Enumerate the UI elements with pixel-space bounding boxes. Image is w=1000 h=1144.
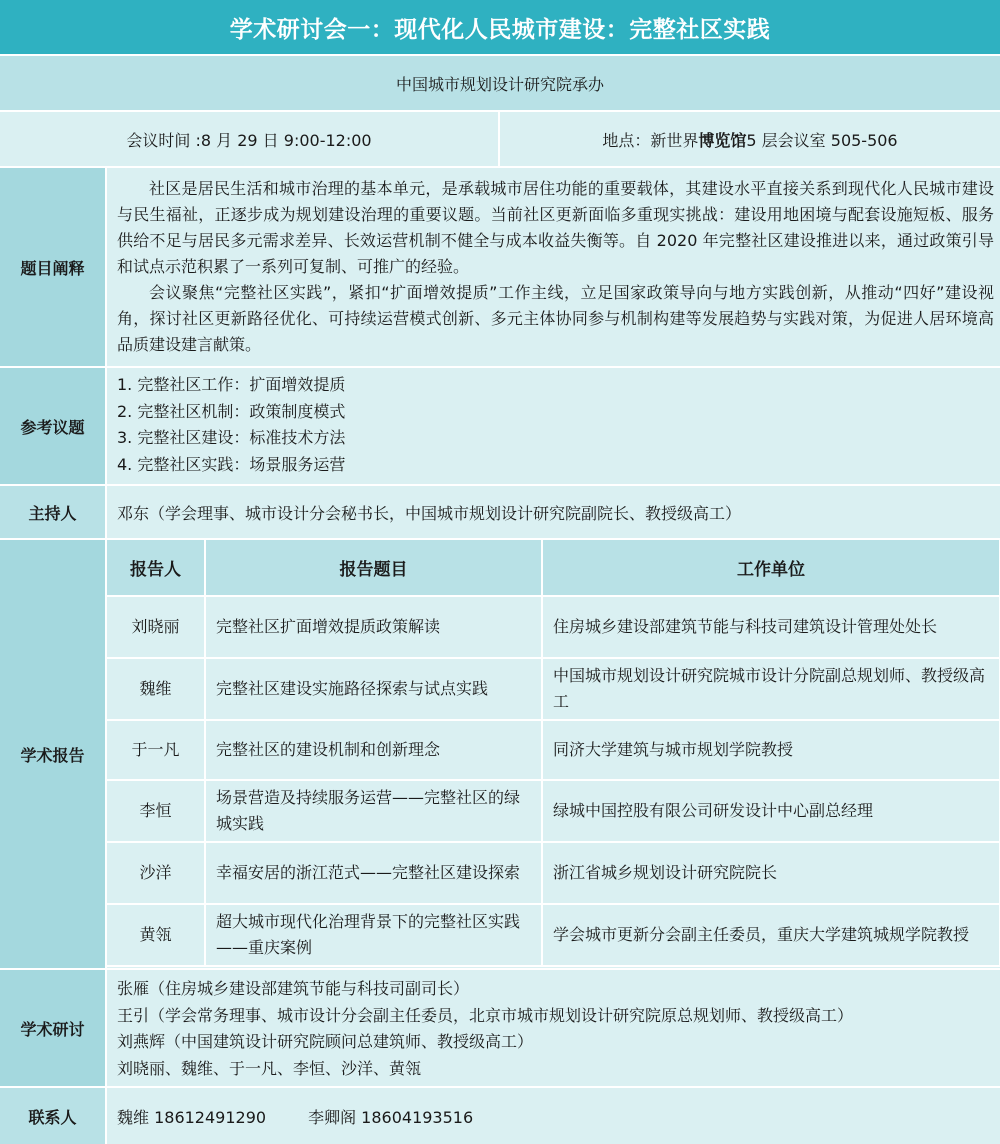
- host-text: 邓东（学会理事、城市设计分会秘书长，中国城市规划设计研究院副院长、教授级高工）: [117, 503, 742, 523]
- time-location-row: [0, 112, 1000, 166]
- topic-cell: 完整社区扩面增效提质政策解读: [205, 596, 542, 658]
- speaker-cell: 于一凡: [107, 720, 205, 780]
- host-label: 主持人: [0, 486, 107, 538]
- speaker-cell: 沙洋: [107, 842, 205, 904]
- page-title: [0, 0, 1000, 54]
- title-text: 学术研讨会一：现代化人民城市建设：完整社区实践: [229, 16, 771, 43]
- header-speaker: 报告人: [107, 540, 205, 596]
- discussant-line: 王引（学会常务理事、城市设计分会副主任委员，北京市城市规划设计研究院原总规划师、教授级高工）: [117, 1005, 854, 1025]
- intro-content: [107, 168, 1000, 366]
- discussion-section: [0, 970, 1000, 1086]
- topics-section: [0, 368, 1000, 484]
- topic-cell: 完整社区的建设机制和创新理念: [205, 720, 542, 780]
- location-venue: 博览馆: [698, 130, 747, 150]
- topic-item: 1. 完整社区工作：扩面增效提质: [117, 375, 346, 394]
- table-row: [107, 720, 1000, 780]
- reports-content: [107, 540, 1000, 968]
- topics-content: [107, 368, 1000, 484]
- table-header-row: [107, 540, 1000, 596]
- unit-cell: 同济大学建筑与城市规划学院教授: [542, 720, 1000, 780]
- host-content: [107, 486, 1000, 538]
- unit-cell: 住房城乡建设部建筑节能与科技司建筑设计管理处处长: [542, 596, 1000, 658]
- discussant-line: 刘晓丽、魏维、于一凡、李恒、沙洋、黄瓴: [117, 1058, 422, 1078]
- speaker-cell: 魏维: [107, 658, 205, 720]
- reports-label: 学术报告: [0, 540, 107, 968]
- topic-cell: 超大城市现代化治理背景下的完整社区实践——重庆案例: [205, 904, 542, 966]
- topic-item: 2. 完整社区机制：政策制度模式: [117, 401, 346, 421]
- table-row: [107, 904, 1000, 966]
- organizer-text: 中国城市规划设计研究院承办: [395, 74, 604, 94]
- topic-cell: 幸福安居的浙江范式——完整社区建设探索: [205, 842, 542, 904]
- reports-section: [0, 540, 1000, 968]
- meeting-time-text: 会议时间 :8 月 29 日 9:00-12:00: [126, 130, 372, 150]
- organizer-row: [0, 56, 1000, 110]
- unit-cell: 浙江省城乡规划设计研究院院长: [542, 842, 1000, 904]
- topic-item: 4. 完整社区实践：场景服务运营: [117, 454, 346, 474]
- intro-paragraph-2: 会议聚焦“完整社区实践”，紧扣“扩面增效提质”工作主线，立足国家政策导向与地方实践创新，从推动“四好”建设视角，探讨社区更新路径优化、可持续运营模式创新、多元主体协同参与机制构建等发展趋势与实践对策，为促进人居环境高品质建设建言献策。: [117, 283, 994, 354]
- intro-paragraph-1: 社区是居民生活和城市治理的基本单元，是承载城市居住功能的重要载体，其建设水平直接关系到现代化人民城市建设与民生福祉，正逐步成为规划建设治理的重要议题。当前社区更新面临多重现实挑战：建设用地困境与配套设施短板、服务供给不足与居民多元需求差异、长效运营机制不健全与成本收益失衡等。自 2020 年完整社区建设推进以来，通过政策引导和试点示范积累了一系列可复制、可推广的经验。: [117, 179, 994, 276]
- meeting-time: [0, 112, 498, 166]
- topic-item: 3. 完整社区建设：标准技术方法: [117, 428, 346, 447]
- discussion-label: 学术研讨: [0, 970, 107, 1086]
- speaker-cell: 黄瓴: [107, 904, 205, 966]
- contact-content: [107, 1088, 1000, 1144]
- intro-label: 题目阐释: [0, 168, 107, 366]
- table-row: [107, 658, 1000, 720]
- table-row: [107, 842, 1000, 904]
- contact-label: 联系人: [0, 1088, 107, 1144]
- speaker-cell: 李恒: [107, 780, 205, 842]
- header-unit: 工作单位: [542, 540, 1000, 596]
- location-suffix: 5 层会议室 505-506: [746, 130, 898, 150]
- host-section: [0, 486, 1000, 538]
- discussant-line: 张雁（住房城乡建设部建筑节能与科技司副司长）: [117, 979, 470, 998]
- topics-label: 参考议题: [0, 368, 107, 484]
- unit-cell: 绿城中国控股有限公司研发设计中心副总经理: [542, 780, 1000, 842]
- contact-section: [0, 1088, 1000, 1144]
- discussant-line: 刘燕辉（中国建筑设计研究院顾问总建筑师、教授级高工）: [117, 1032, 534, 1051]
- intro-section: [0, 168, 1000, 366]
- discussion-content: [107, 970, 1000, 1086]
- header-topic: 报告题目: [205, 540, 542, 596]
- table-row: [107, 780, 1000, 842]
- unit-cell: 学会城市更新分会副主任委员，重庆大学建筑城规学院教授: [542, 904, 1000, 966]
- meeting-location: [498, 112, 1000, 166]
- table-row: [107, 596, 1000, 658]
- speaker-cell: 刘晓丽: [107, 596, 205, 658]
- contact-person-1: 魏维 18612491290: [117, 1107, 267, 1127]
- topic-cell: 完整社区建设实施路径探索与试点实践: [205, 658, 542, 720]
- topic-cell: 场景营造及持续服务运营——完整社区的绿城实践: [205, 780, 542, 842]
- reports-table: [107, 540, 1000, 967]
- location-prefix: 地点：新世界: [602, 130, 699, 150]
- unit-cell: 中国城市规划设计研究院城市设计分院副总规划师、教授级高工: [542, 658, 1000, 720]
- contact-person-2: 李卿阁 18604193516: [308, 1107, 474, 1127]
